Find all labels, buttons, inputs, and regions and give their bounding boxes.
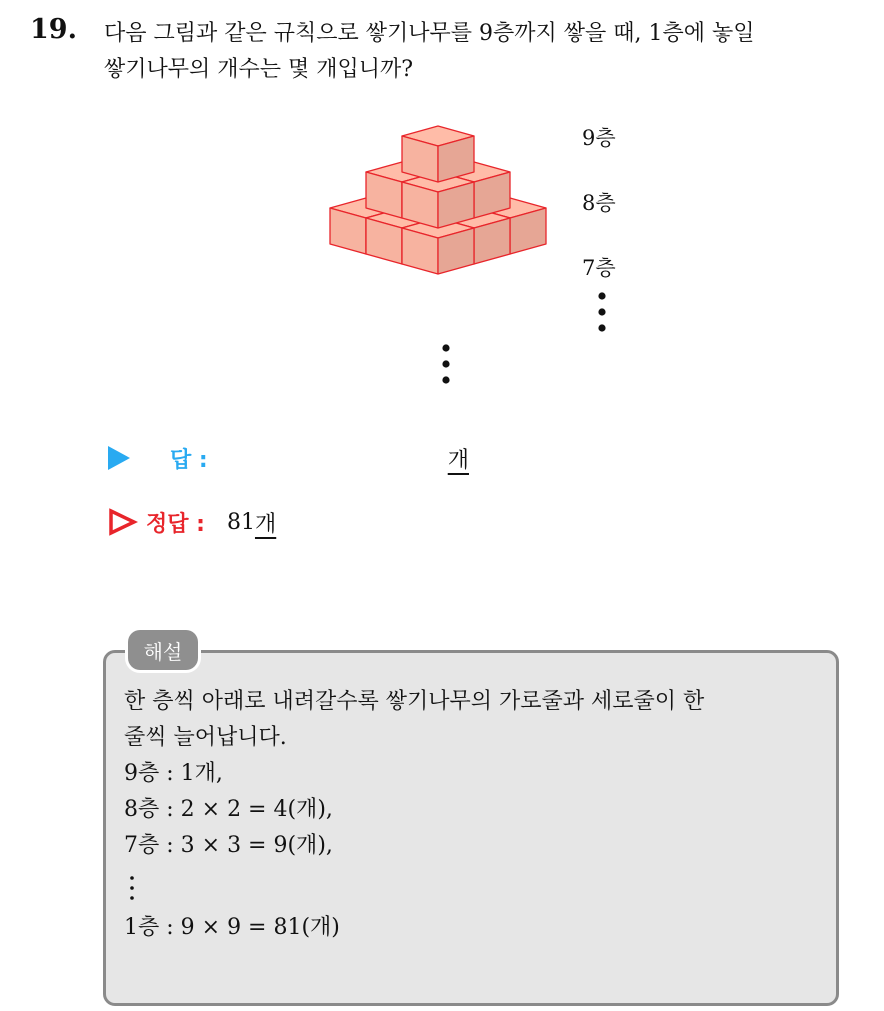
cube-pyramid (320, 110, 560, 330)
explanation-item-8: 8층 : 2 × 2 = 4(개), (124, 797, 333, 822)
answer-unit: 개 (447, 447, 469, 473)
vertical-dots-right (596, 290, 608, 338)
cube-stack-figure (320, 110, 640, 400)
question-line-2: 쌓기나무의 개수는 몇 개입니까? (104, 57, 414, 82)
correct-answer-unit: 개 (254, 511, 277, 537)
vertical-dots-below (440, 342, 452, 390)
explanation-item-7: 7층 : 3 × 3 = 9(개), (124, 833, 333, 858)
explanation-item-1: 1층 : 9 × 9 = 81(개) (124, 915, 340, 940)
correct-answer-value: 81 (226, 509, 255, 535)
correct-answer-label: 정답 : (146, 511, 205, 537)
floor-label-9: 9층 (582, 126, 616, 150)
outline-triangle-icon (108, 508, 138, 536)
question-number: 19. (30, 14, 77, 45)
explanation-line-1: 한 층씩 아래로 내려갈수록 쌓기나무의 가로줄과 세로줄이 한 (124, 689, 705, 714)
play-triangle-icon (108, 446, 130, 470)
floor-label-8: 8층 (582, 191, 616, 215)
question-text (104, 16, 874, 88)
explanation-vdots (128, 874, 824, 904)
answer-label: 답 : (170, 447, 208, 473)
explanation-item-9: 9층 : 1개, (124, 761, 223, 786)
vertical-dots-explanation (128, 874, 138, 904)
explanation-tab: 해설 (128, 630, 198, 670)
explanation-line-2: 줄씩 늘어납니다. (124, 725, 287, 750)
floor-label-7: 7층 (582, 256, 616, 280)
explanation-text (124, 684, 824, 946)
correct-answer-row (108, 502, 276, 542)
answer-row (108, 438, 469, 478)
question-line-1: 다음 그림과 같은 규칙으로 쌓기나무를 9층까지 쌓을 때, 1층에 놓일 (104, 21, 755, 46)
